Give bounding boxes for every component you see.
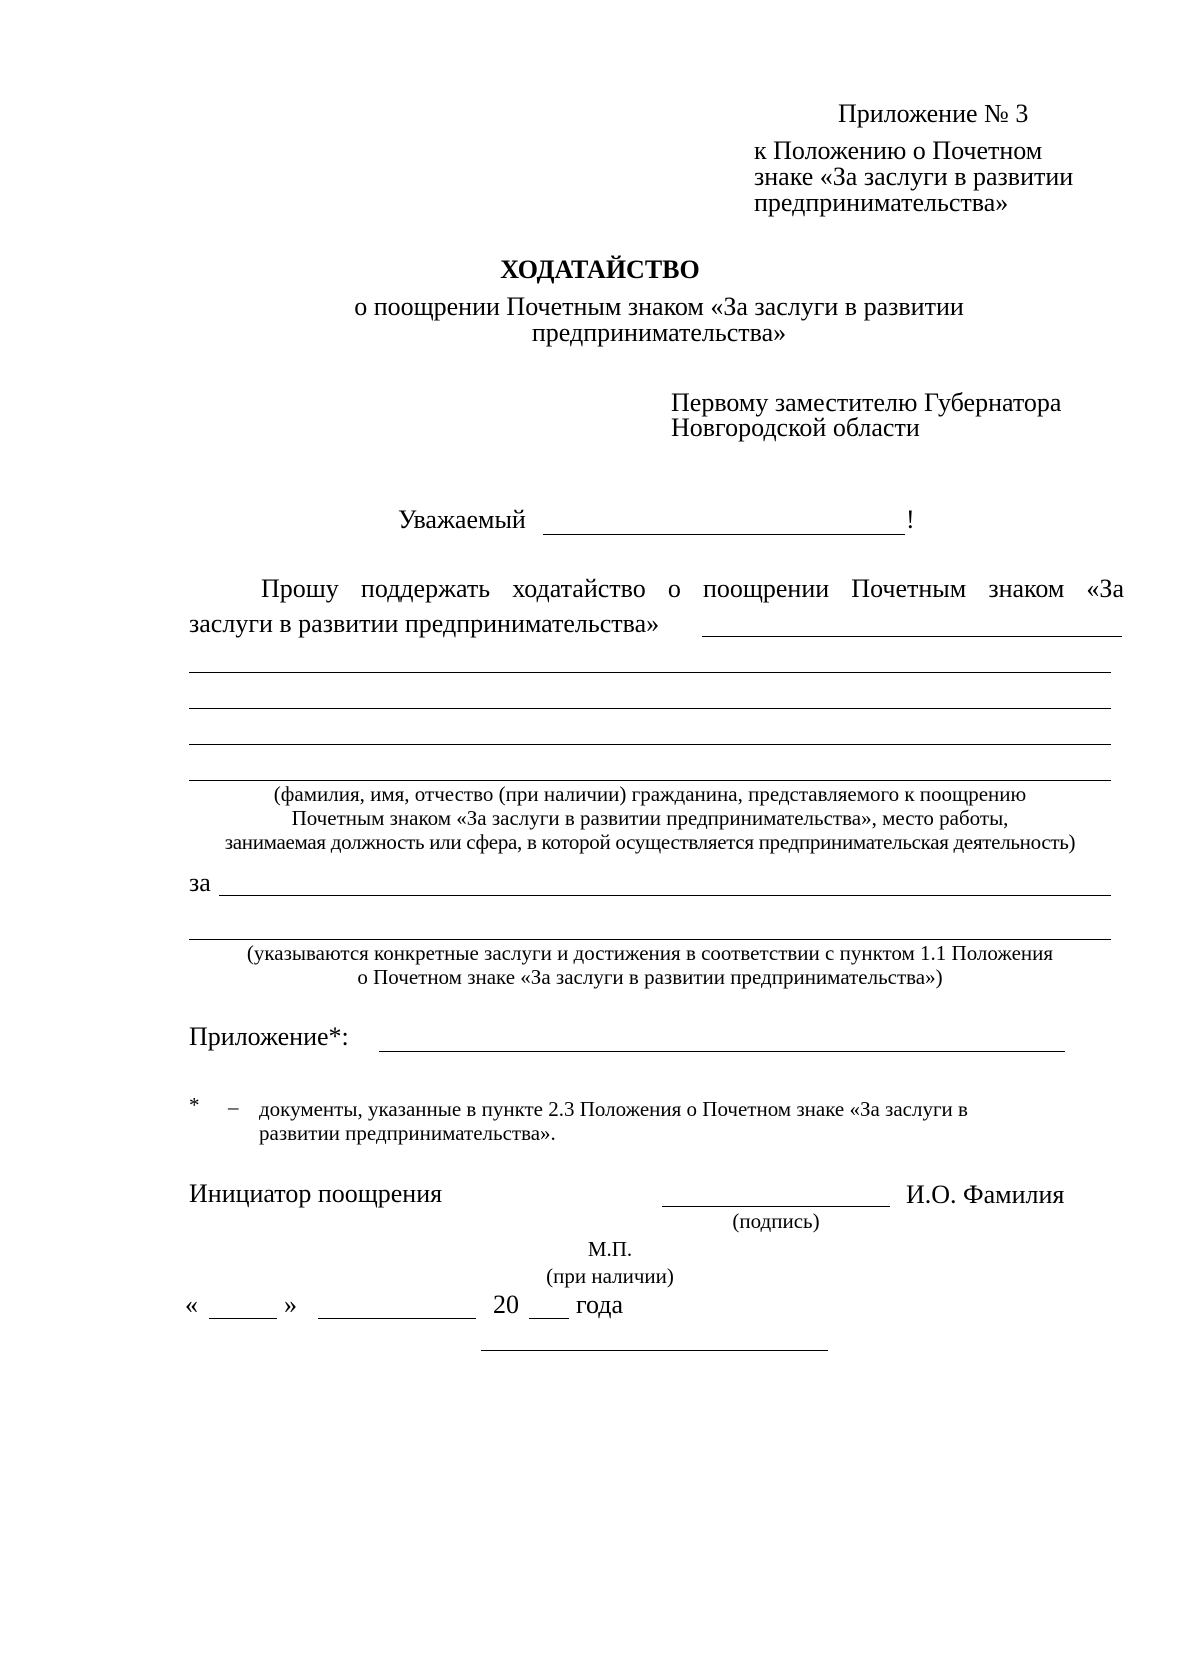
footnote-mark: * [189,1093,200,1117]
nominee-blank-2[interactable] [189,672,1111,673]
merits-caption-2: о Почетном знаке «За заслуги в развитии предпринимательства») [357,965,943,989]
footnote-line-1: документы, указанные в пункте 2.3 Положения о Почетном знаке «За заслуги в [259,1097,968,1121]
nominee-caption-2: Почетным знаком «За заслуги в развитии предпринимательства», место работы, [291,806,1009,830]
addressee-line-1: Первому заместителю Губернатора [671,388,1062,417]
merits-blank-2[interactable] [189,939,1111,940]
appendix-number: Приложение № 3 [838,99,1029,128]
signer-name: И.О. Фамилия [906,1180,1065,1209]
initiator-label: Инициатор поощрения [189,1179,443,1208]
document-subtitle-1: о поощрении Почетным знаком «За заслуги в развитии [354,292,964,321]
greeting-label: Уважаемый [398,505,526,534]
nominee-blank-3[interactable] [189,708,1111,709]
date-year-word: года [576,1290,624,1319]
nominee-blank-4[interactable] [189,744,1111,745]
nominee-blank-1[interactable] [702,636,1122,637]
appendix-line-3: предпринимательства» [754,188,1009,217]
document-title: ХОДАТАЙСТВО [500,255,700,284]
body-line-1: Прошу поддержать ходатайство о поощрении Почетным знаком «За [261,574,1124,603]
seal-note: (при наличии) [546,1264,674,1288]
closing-separator [481,1350,828,1351]
nominee-caption-1: (фамилия, имя, отчество (при наличии) гражданина, представляемого к поощрению [273,782,1027,806]
footnote-dash: – [228,1095,239,1119]
nominee-caption-3: занимаемая должность или сфера, в которой осуществляется предпринимательская деятельность) [224,830,1076,854]
attachment-label: Приложение*: [189,1022,349,1051]
document-subtitle-2: предпринимательства» [531,318,787,347]
date-month-blank[interactable] [318,1318,476,1319]
appendix-line-1: к Положению о Почетном [754,136,1043,165]
merits-label: за [189,868,211,897]
signature-blank[interactable] [662,1206,890,1207]
body-line-2: заслуги в развитии предпринимательства» [189,609,660,638]
merits-blank-1[interactable] [219,895,1111,896]
addressee-line-2: Новгородской области [671,413,920,442]
greeting-exclamation: ! [906,505,915,534]
footnote-line-2: развитии предпринимательства». [259,1121,556,1145]
nominee-blank-5[interactable] [189,780,1111,781]
appendix-line-2: знаке «За заслуги в развитии [754,162,1074,191]
date-year-blank[interactable] [529,1318,569,1319]
date-day-blank[interactable] [209,1318,277,1319]
signature-caption: (подпись) [732,1209,820,1233]
date-century: 20 [493,1290,519,1319]
seal-label: М.П. [587,1237,633,1261]
addressee-name-blank[interactable] [543,534,905,535]
attachment-blank[interactable] [379,1051,1065,1052]
date-close-quote: » [284,1290,297,1319]
date-open-quote: « [185,1290,198,1319]
merits-caption-1: (указываются конкретные заслуги и достижения в соответствии с пунктом 1.1 Положения [246,941,1054,965]
